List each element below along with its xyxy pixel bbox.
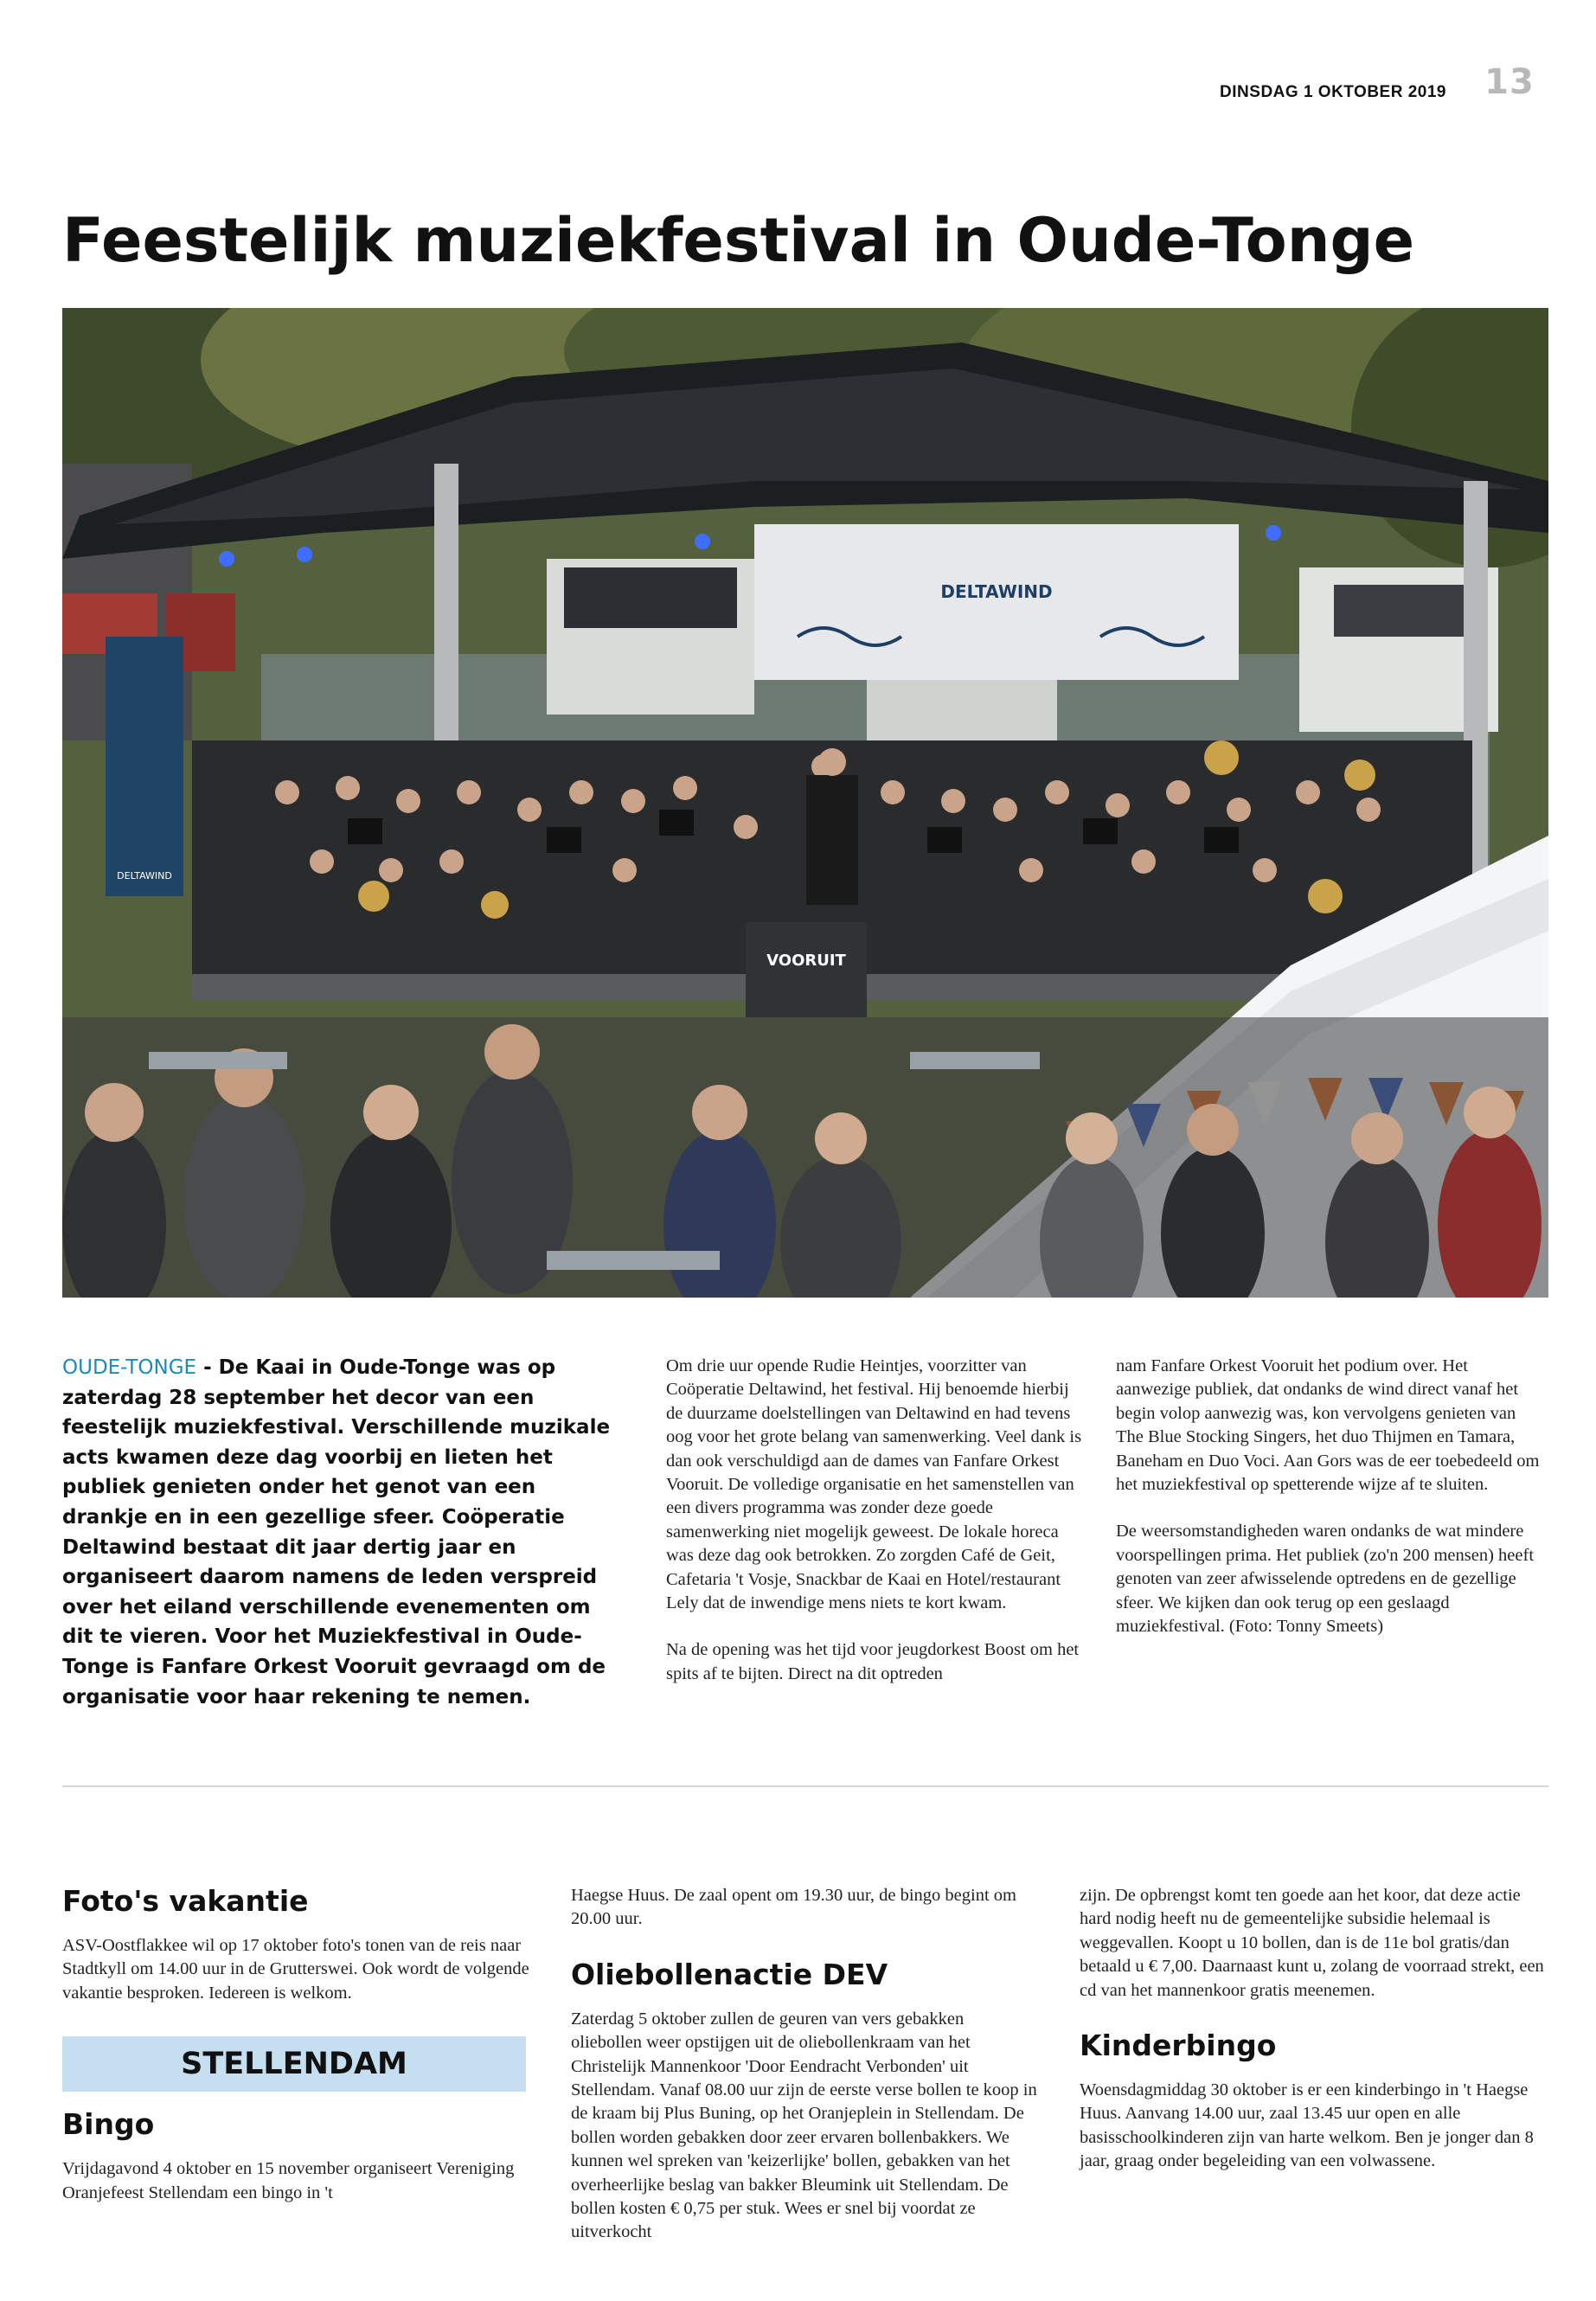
issue-date: DINSDAG 1 OKTOBER 2019 <box>1220 83 1446 101</box>
bottom-column-3 <box>1080 1884 1547 2174</box>
oliebollen-text-continued: zijn. De opbrengst komt ten goede aan het koor, dat deze actie hard nodig heeft nu de gemeentelijke subsidie helemaal is weggevallen. Koopt u 10 bollen, dan is de 11e bol gratis/dan betaald u € 7,00. Daarnaast kunt u, zolang de voorraad strekt, een cd van het mannenkoor gratis meenemen. <box>1080 1886 1544 2000</box>
article-paragraph: Om drie uur opende Rudie Heintjes, voorzitter van Coöperatie Deltawind, het festival. Hij benoemde hierbij de duurzame doelstellingen van Deltawind en had tevens oog voor het grote belang van samenwerking. Veel dank is dan ook verschuldigd aan de dames van Fanfare Orkest Vooruit. De volledige organisatie en het samenstellen van een divers programma was zonder deze goede samenwerking niet mogelijk geweest. De lokale horeca was deze dag ook betrokken. Zo zorgden Café de Geit, Cafetaria 't Vosje, Snackbar de Kaai en Hotel/restaurant Lely dat de inwendige mens niets te kort kwam. <box>666 1356 1082 1613</box>
oliebollen-title: Oliebollenactie DEV <box>571 1957 888 1991</box>
article-paragraph: nam Fanfare Orkest Vooruit het podium over. Het aanwezige publiek, dat ondanks de wind direct vanaf het begin volop aanwezig was, kon vervolgens genieten van The Blue Stocking Singers, het duo Thijmen en Tamara, Baneham en Duo Voci. Aan Gors was de eer toebedeeld om het muziekfestival op spetterende wijze af te sluiten. <box>1116 1356 1540 1495</box>
banner-text: DELTAWIND <box>940 581 1053 602</box>
foto-vakantie-text: ASV-Oostflakkee wil op 17 oktober foto's tonen van de reis naar Stadtkyll om 14.00 uur in de Grutterswei. Ook wordt de volgende vakantie besproken. Iedereen is welkom. <box>62 1936 529 2003</box>
article-lead <box>62 1353 625 1712</box>
article-headline: Feestelijk muziekfestival in Oude-Tonge <box>62 205 1415 276</box>
bottom-column-2 <box>571 1884 1038 2245</box>
bingo-text: Vrijdagavond 4 oktober en 15 november organiseert Vereniging Oranjefeest Stellendam een bingo in 't <box>62 2159 515 2202</box>
article-photo <box>62 308 1548 1298</box>
article-paragraph: Na de opening was het tijd voor jeugdorkest Boost om het spits af te bijten. Direct na dit optreden <box>666 1640 1080 1683</box>
bottom-column-1 <box>62 1884 529 2205</box>
kinderbingo-title: Kinderbingo <box>1080 2029 1277 2063</box>
bingo-title: Bingo <box>62 2107 155 2142</box>
stellendam-section-banner: STELLENDAM <box>62 2036 526 2092</box>
dateline: OUDE-TONGE <box>62 1356 197 1379</box>
kinderbingo-text: Woensdagmiddag 30 oktober is er een kinderbingo in 't Haegse Huus. Aanvang 14.00 uur, zaal 13.45 uur open en alle basisschoolkinderen zijn van harte welkom. Ben je jonger dan 8 jaar, graag onder begeleiding van een volwassene. <box>1080 2080 1534 2171</box>
lectern-text: VOORUIT <box>766 952 846 970</box>
lead-text: - De Kaai in Oude-Tonge was op zaterdag 28 september het decor van een feestelijk muziekfestival. Verschillende muzikale acts kwamen deze dag voorbij en lieten het publiek genieten onder het genot van een drankje en in een gezellige sfeer. Coöperatie Deltawind bestaat dit jaar dertig jaar en organiseert daarom namens de leden verspreid over het eiland verschillende evenementen om dit te vieren. Voor het Muziekfestival in Oude-Tonge is Fanfare Orkest Vooruit gevraagd om de organisatie voor haar rekening te nemen. <box>62 1356 611 1708</box>
foto-vakantie-title: Foto's vakantie <box>62 1884 309 1918</box>
page-number: 13 <box>1484 62 1535 102</box>
section-divider <box>62 1785 1548 1787</box>
article-column-2 <box>1116 1355 1540 1662</box>
bingo-text-continued: Haegse Huus. De zaal opent om 19.30 uur, de bingo begint om 20.00 uur. <box>571 1886 1016 1929</box>
flag-text: DELTAWIND <box>117 870 172 881</box>
concert-photo-icon <box>62 308 1548 1298</box>
article-column-1 <box>666 1355 1090 1709</box>
oliebollen-text: Zaterdag 5 oktober zullen de geuren van vers gebakken oliebollen weer opstijgen uit de oliebollenkraam van het Christelijk Mannenkoor 'Door Eendracht Verbonden' uit Stellendam. Vanaf 08.00 uur zijn de eerste verse bollen te koop in de kraam bij Plus Buning, op het Oranjeplein in Stellendam. De bollen worden gebakken door zeer ervaren bollenbakkers. We kunnen wel spreken van 'keizerlijke' bollen, gebakken van het overheerlijke beslag van bakker Bleumink uit Stellendam. De bollen kosten € 0,75 per stuk. Wees er snel bij voordat ze uitverkocht <box>571 2009 1037 2242</box>
article-paragraph: De weersomstandigheden waren ondanks de wat mindere voorspellingen prima. Het publiek (zo'n 200 mensen) heeft genoten van zeer afwisselende optredens en de gezellige sfeer. We kijken dan ook terug op een geslaagd muziekfestival. (Foto: Tonny Smeets) <box>1116 1522 1535 1637</box>
